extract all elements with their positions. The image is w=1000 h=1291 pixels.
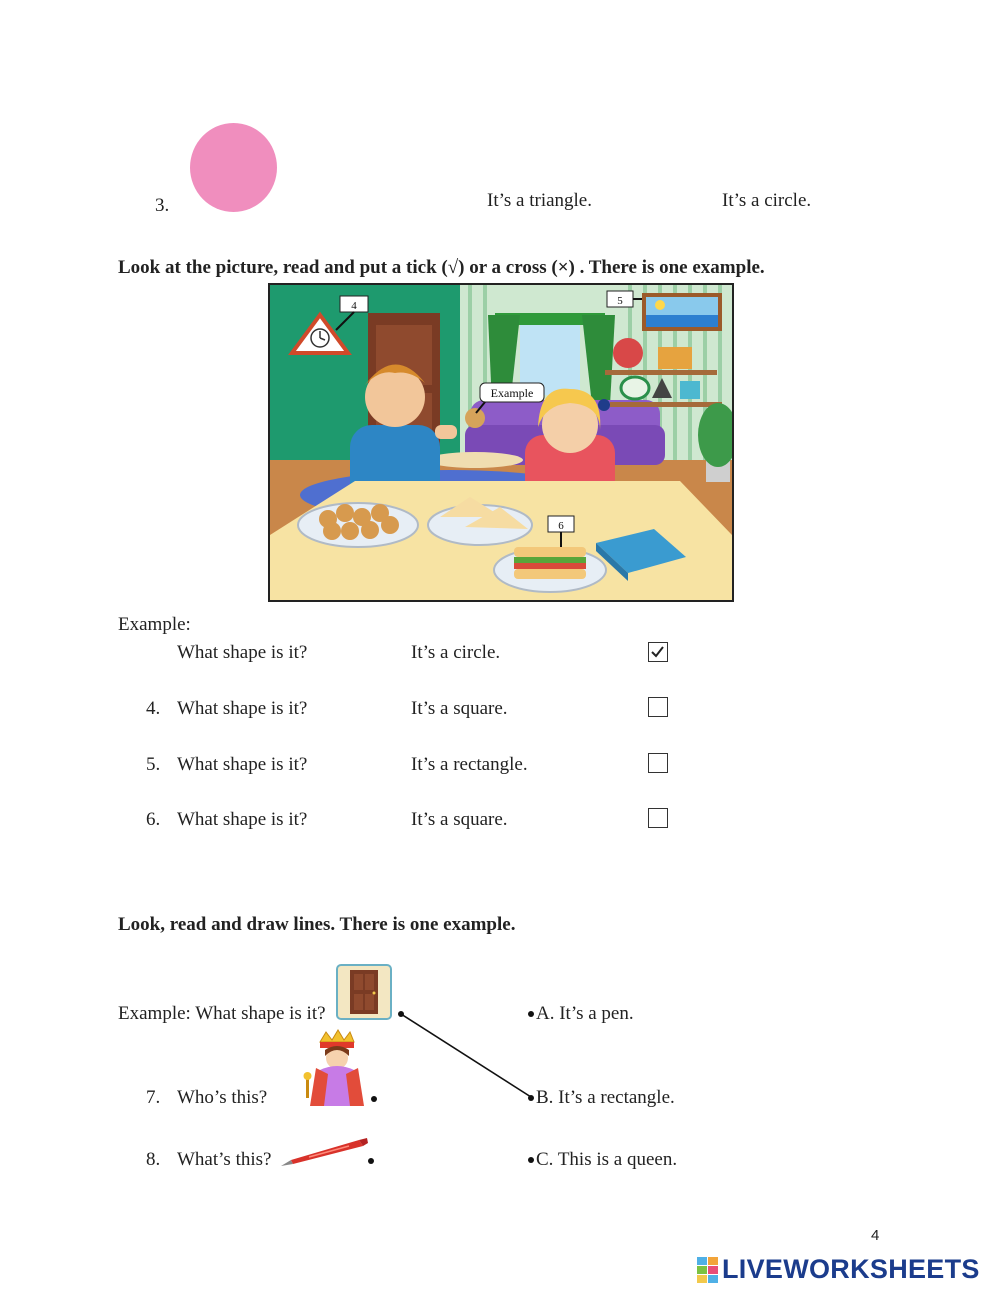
answer-a: A. It’s a pen. — [536, 1003, 634, 1024]
row-answer: It’s a rectangle. — [411, 754, 528, 775]
q7-question: Who’s this? — [177, 1087, 268, 1108]
row-question: What shape is it? — [177, 642, 308, 663]
room-scene-picture — [268, 283, 734, 602]
row-number: 6. — [146, 809, 161, 830]
row-question: What shape is it? — [177, 754, 308, 775]
example-dot[interactable] — [398, 1011, 404, 1017]
door-icon — [336, 964, 392, 1020]
answer-c: C. This is a queen. — [536, 1149, 678, 1170]
q8-number: 8. — [146, 1149, 161, 1170]
brand-name[interactable]: LIVEWORKSHEETS — [722, 1254, 980, 1284]
section2-instruction: Look, read and draw lines. There is one example. — [118, 914, 516, 935]
queen-icon — [298, 1028, 374, 1106]
row-answer: It’s a circle. — [411, 642, 501, 663]
row-number: 5. — [146, 754, 161, 775]
q7-dot[interactable] — [371, 1096, 377, 1102]
example-question: Example: What shape is it? — [118, 1003, 326, 1024]
answer-a-dot[interactable] — [528, 1011, 534, 1017]
callout-label-5: 5 — [617, 295, 623, 307]
checkmark-icon — [649, 643, 666, 660]
row-question: What shape is it? — [177, 809, 308, 830]
row-answer: It’s a square. — [411, 809, 508, 830]
pen-icon — [279, 1136, 369, 1170]
q8-dot[interactable] — [368, 1158, 374, 1164]
page-number: 4 — [871, 1227, 880, 1244]
q6-checkbox[interactable] — [648, 808, 668, 828]
row-number: 4. — [146, 698, 161, 719]
row-answer: It’s a square. — [411, 698, 508, 719]
q7-number: 7. — [146, 1087, 161, 1108]
answer-b-dot[interactable] — [528, 1095, 534, 1101]
answer-c-dot[interactable] — [528, 1157, 534, 1163]
q3-option-triangle[interactable]: It’s a triangle. — [487, 190, 592, 211]
q3-number: 3. — [155, 195, 170, 216]
q3-option-circle[interactable]: It’s a circle. — [722, 190, 812, 211]
section1-instruction: Look at the picture, read and put a tick (√) or a cross (×) . There is one example. — [118, 257, 765, 278]
callout-label-6: 6 — [558, 520, 564, 532]
q5-checkbox[interactable] — [648, 753, 668, 773]
q8-question: What’s this? — [177, 1149, 272, 1170]
liveworksheets-logo-icon — [697, 1257, 719, 1284]
callout-label-4: 4 — [351, 300, 357, 312]
pink-circle-shape — [190, 123, 277, 212]
example-checkbox-checked[interactable] — [648, 642, 668, 662]
example-label: Example: — [118, 614, 191, 635]
answer-b: B. It’s a rectangle. — [536, 1087, 675, 1108]
q4-checkbox[interactable] — [648, 697, 668, 717]
row-question: What shape is it? — [177, 698, 308, 719]
callout-label-example: Example — [490, 386, 534, 400]
